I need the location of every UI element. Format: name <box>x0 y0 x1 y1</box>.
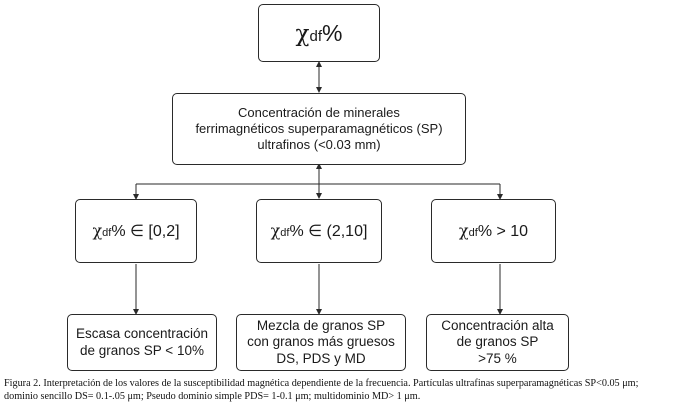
range-mid-label <box>271 221 368 241</box>
middle-line-1: Concentración de minerales <box>238 105 400 121</box>
middle-line-2: ferrimagnéticos superparamagnéticos (SP) <box>195 121 443 137</box>
result-high-line-3: >75 % <box>478 350 517 366</box>
chi-symbol: χ <box>270 221 281 240</box>
percent-sign: % <box>322 19 343 46</box>
result-mid-line-2: con granos más gruesos <box>247 334 395 350</box>
top-box-label <box>296 20 343 47</box>
result-mid-text <box>247 318 395 367</box>
result-low-text <box>76 326 208 359</box>
range-high-text: % > 10 <box>477 223 529 240</box>
chi-symbol: χ <box>295 20 310 47</box>
range-box-low <box>75 199 197 263</box>
result-mid-line-1: Mezcla de granos SP <box>256 317 386 333</box>
result-box-high <box>426 314 569 371</box>
range-low-label <box>92 221 179 241</box>
range-box-mid <box>256 199 382 263</box>
result-high-text <box>441 318 554 367</box>
result-low-line-1: Escasa concentración <box>75 326 209 342</box>
result-high-line-1: Concentración alta <box>441 317 554 333</box>
top-box <box>258 4 380 62</box>
result-box-mid <box>236 314 406 371</box>
result-box-low <box>67 314 217 371</box>
result-mid-line-3: DS, PDS y MD <box>276 350 366 366</box>
range-mid-text: % ∈ (2,10] <box>289 223 368 240</box>
range-high-label <box>459 221 528 241</box>
middle-line-3: ultrafinos (<0.03 mm) <box>257 136 381 152</box>
middle-box-text <box>195 105 442 153</box>
df-subscript: df <box>309 27 322 45</box>
range-low-text: % ∈ [0,2] <box>111 223 180 240</box>
df-subscript: df <box>280 227 290 239</box>
df-subscript: df <box>468 227 478 239</box>
chi-symbol: χ <box>458 221 469 240</box>
figure-caption: Figura 2. Interpretación de los valores de la susceptibilidad magnética dependiente de la frecuencia. Partículas ultrafinas superparamagnéticas SP<0.05 μm; dominio sencillo DS= 0.1-.05 μm; Pseudo dominio simple PDS= 1-0.1 μm; multidominio MD> 1 μm. <box>4 378 639 402</box>
range-box-high <box>431 199 556 263</box>
result-high-line-2: de granos SP <box>456 334 539 350</box>
df-subscript: df <box>102 227 112 239</box>
middle-box <box>172 93 466 165</box>
result-low-line-2: de granos SP < 10% <box>80 342 204 358</box>
chi-symbol: χ <box>92 221 103 240</box>
